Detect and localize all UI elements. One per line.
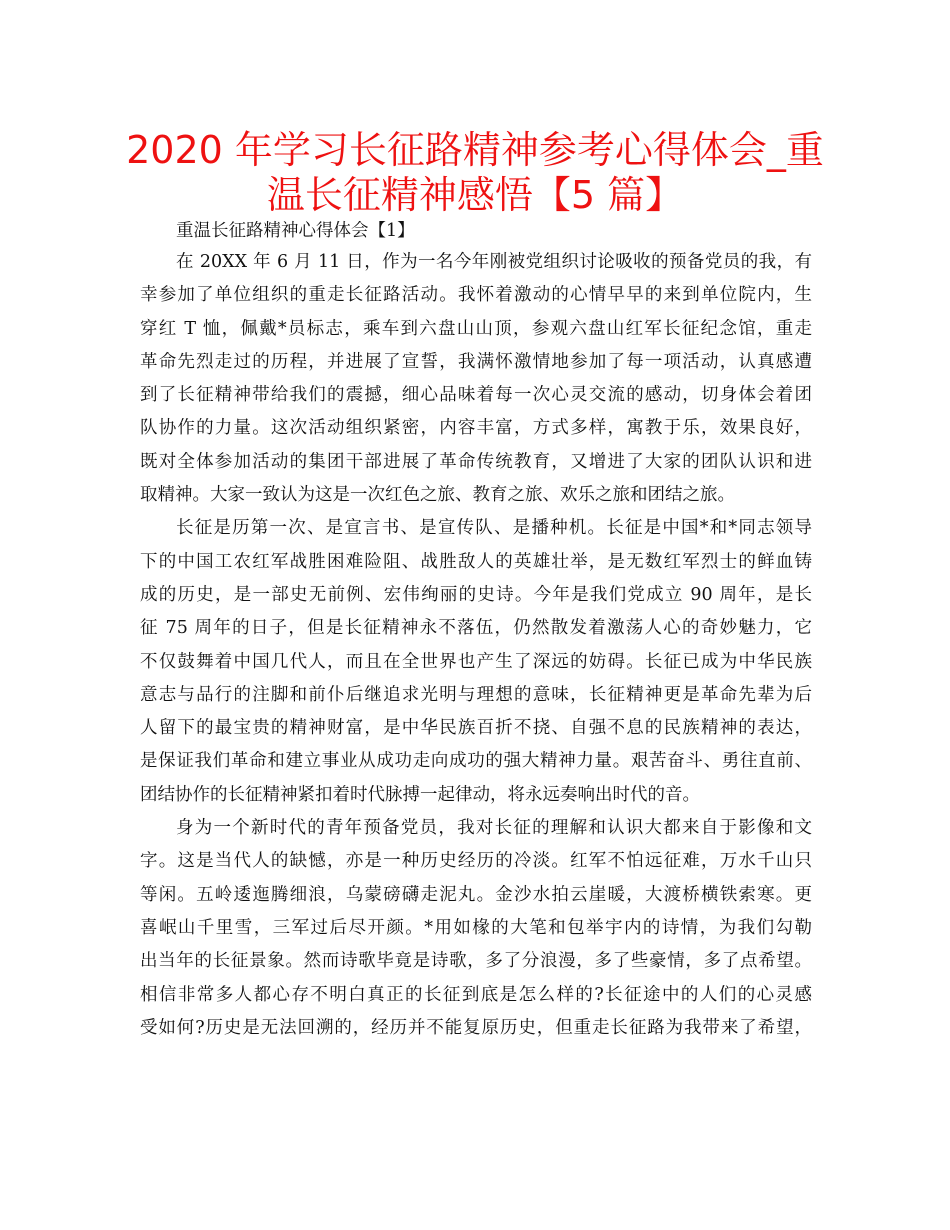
text-line: 下的中国工农红军战胜困难险阻、战胜敌人的英雄壮举，是无数红军烈士的鲜血铸 (140, 551, 812, 572)
text-line: 成的历史，是一部史无前例、宏伟绚丽的史诗。今年是我们党成立 90 周年，是长 (140, 584, 812, 605)
text-line: 在 20XX 年 6 月 11 日，作为一名今年刚被党组织讨论吸收的预备党员的我，有 (176, 252, 812, 272)
text-line: 队协作的力量。这次活动组织紧密，内容丰富，方式多样，寓教于乐，效果良好， (140, 418, 812, 439)
section-heading: 重温长征路精神心得体会【1】 (176, 221, 415, 241)
text-line: 等闲。五岭逶迤腾细浪，乌蒙磅礴走泥丸。金沙水拍云崖暖，大渡桥横铁索寒。更 (140, 884, 812, 905)
text-line: 革命先烈走过的历程，并进展了宣誓，我满怀激情地参加了每一项活动，认真感遭 (140, 351, 812, 372)
paragraph (140, 812, 812, 1045)
text-line: 受如何?历史是无法回溯的，经历并不能复原历史，但重走长征路为我带来了希望， (140, 1017, 812, 1038)
text-line: 喜岷山千里雪，三军过后尽开颜。*用如椽的大笔和包举宇内的诗情，为我们勾勒 (140, 917, 812, 938)
text-line: 长征是历第一次、是宣言书、是宣传队、是播种机。长征是中国*和*同志领导 (176, 518, 812, 539)
text-line: 征 75 周年的日子，但是长征精神永不落伍，仍然散发着激荡人心的奇妙魅力，它 (140, 618, 812, 639)
text-line: 取精神。大家一致认为这是一次红色之旅、教育之旅、欢乐之旅和团结之旅。 (140, 485, 735, 506)
text-line: 幸参加了单位组织的重走长征路活动。我怀着激动的心情早早的来到单位院内，生 (140, 285, 812, 306)
text-line: 出当年的长征景象。然而诗歌毕竟是诗歌，多了分浪漫，多了些豪情，多了点希望。 (140, 951, 812, 972)
document-body (140, 216, 812, 1045)
text-line: 身为一个新时代的青年预备党员，我对长征的理解和认识大都来自于影像和文 (176, 818, 812, 839)
text-line: 意志与品行的注脚和前仆后继追求光明与理想的意味，长征精神更是革命先辈为后 (140, 684, 812, 705)
paragraph (140, 246, 812, 512)
text-line: 团结协作的长征精神紧扣着时代脉搏一起律动，将永远奏响出时代的音。 (140, 784, 700, 805)
text-line: 是保证我们革命和建立事业从成功走向成功的强大精神力量。艰苦奋斗、勇往直前、 (140, 751, 812, 772)
text-line: 到了长征精神带给我们的震撼，细心品味着每一次心灵交流的感动，切身体会着团 (140, 385, 812, 406)
document-title-line-1: 2020 年学习长征路精神参考心得体会_重 (126, 128, 824, 172)
text-line: 既对全体参加活动的集团干部进展了革命传统教育，又增进了大家的团队认识和进 (140, 451, 812, 472)
text-line: 人留下的最宝贵的精神财富，是中华民族百折不挠、自强不息的民族精神的表达， (140, 718, 812, 739)
text-line: 穿红 T 恤，佩戴*员标志，乘车到六盘山山顶，参观六盘山红军长征纪念馆，重走 (140, 318, 812, 339)
paragraph (140, 512, 812, 812)
text-line: 不仅鼓舞着中国几代人，而且在全世界也产生了深远的妨碍。长征已成为中华民族 (140, 651, 812, 672)
document-title-line-2: 温长征精神感悟【5 篇】 (266, 173, 684, 217)
text-line: 相信非常多人都心存不明白真正的长征到底是怎么样的?长征途中的人们的心灵感 (140, 984, 812, 1005)
text-line: 字。这是当代人的缺憾，亦是一种历史经历的冷淡。红军不怕远征难，万水千山只 (140, 851, 812, 872)
paragraph-container (140, 246, 812, 1045)
